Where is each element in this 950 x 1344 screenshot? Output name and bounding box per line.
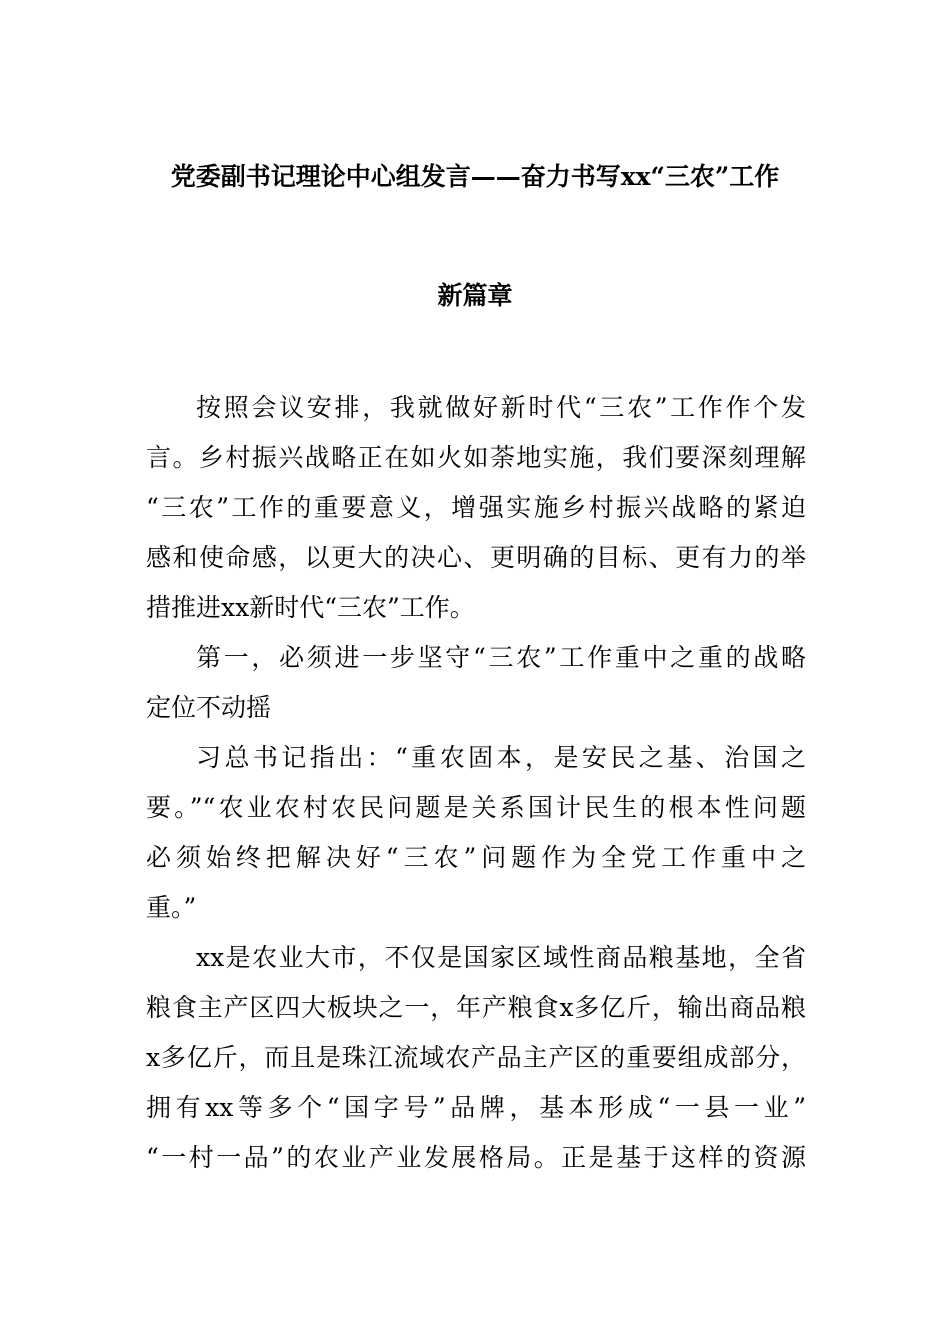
body-text-line: 要。”“农业农村农民问题是关系国计民生的根本性问题	[146, 793, 806, 822]
body-text-line: 第一，必须进一步坚守“三农”工作重中之重的战略	[196, 643, 806, 672]
body-text-line: 言。乡村振兴战略正在如火如荼地实施，我们要深刻理解	[146, 443, 806, 472]
document-title-line-2: 新篇章	[437, 281, 513, 310]
body-text-line: x多亿斤，而且是珠江流域农产品主产区的重要组成部分，	[146, 1043, 806, 1072]
body-text-line: xx是农业大市，不仅是国家区域性商品粮基地，全省	[196, 943, 806, 972]
body-text-line: 拥有xx等多个“国字号”品牌，基本形成“一县一业”	[146, 1093, 806, 1122]
body-text-line: “一村一品”的农业产业发展格局。正是基于这样的资源	[146, 1143, 806, 1172]
body-text-line: 感和使命感，以更大的决心、更明确的目标、更有力的举	[146, 543, 806, 572]
body-text-line: 必须始终把解决好“三农”问题作为全党工作重中之	[146, 843, 806, 872]
body-text-line: 定位不动摇	[146, 693, 272, 722]
body-text-line: 重。”	[146, 893, 197, 922]
body-text-line: “三农”工作的重要意义，增强实施乡村振兴战略的紧迫	[146, 493, 806, 522]
body-text-line: 措推进xx新时代“三农”工作。	[146, 593, 475, 622]
body-text-line: 按照会议安排，我就做好新时代“三农”工作作个发	[196, 393, 806, 422]
document-title-line-1: 党委副书记理论中心组发言——奋力书写xx“三农”工作	[170, 162, 780, 191]
body-text-line: 习总书记指出：“重农固本，是安民之基、治国之	[196, 743, 806, 772]
body-text-line: 粮食主产区四大板块之一，年产粮食x多亿斤，输出商品粮	[146, 993, 806, 1022]
